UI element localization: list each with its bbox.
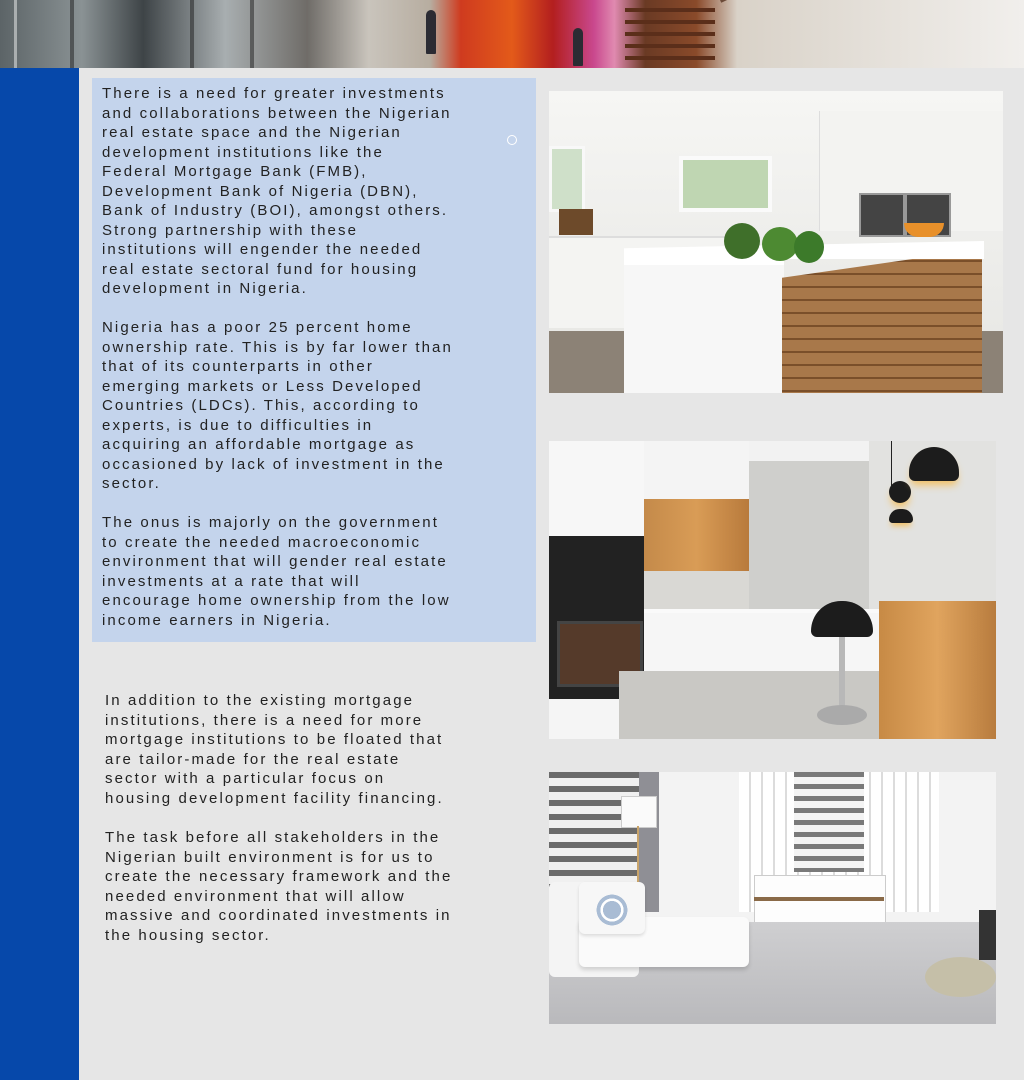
- paragraph-investment-collaboration: There is a need for greater investments and collaborations between the Nigerian real estate space and the Nigerian development institutions like the Federal Mortgage Bank (FMB), Development Bank of Nigeria (DBN), Bank of Industry (BOI), amongst others. Strong partnership with these institutions will engender the needed real estate sectoral fund for housing development in Nigeria.: [102, 85, 452, 297]
- photo-white-living-room: [549, 772, 996, 1024]
- photo-modern-kitchen-bar: [549, 441, 996, 739]
- sidebar-accent-bar: [0, 68, 79, 1080]
- paragraph-home-ownership-rate: Nigeria has a poor 25 percent home ownership rate. This is by far lower than that of its counterparts in other emerging markets or Less Developed Countries (LDCs). This, according to experts, is due to difficulties in acquiring an affordable mortgage as occasioned by lack of investment in the sector.: [102, 319, 453, 492]
- paragraph-government-role: The onus is majorly on the government to create the needed macroeconomic environment that will gender real estate investments at a rate that will encourage home ownership from the low income earners in Nigeria.: [102, 514, 451, 629]
- paragraph-mortgage-institutions: In addition to the existing mortgage institutions, there is a need for more mortgage institutions to be floated that are tailor-made for the real estate sector with a particular focus on housing development facility financing.: [105, 692, 444, 807]
- photo-white-kitchen-island: [549, 91, 1003, 393]
- paragraph-stakeholder-task: The task before all stakeholders in the Nigerian built environment is for us to create the necessary framework and the needed environment that will allow massive and coordinated investments in the housing sector.: [105, 829, 453, 944]
- header-banner-photo: [0, 0, 1024, 68]
